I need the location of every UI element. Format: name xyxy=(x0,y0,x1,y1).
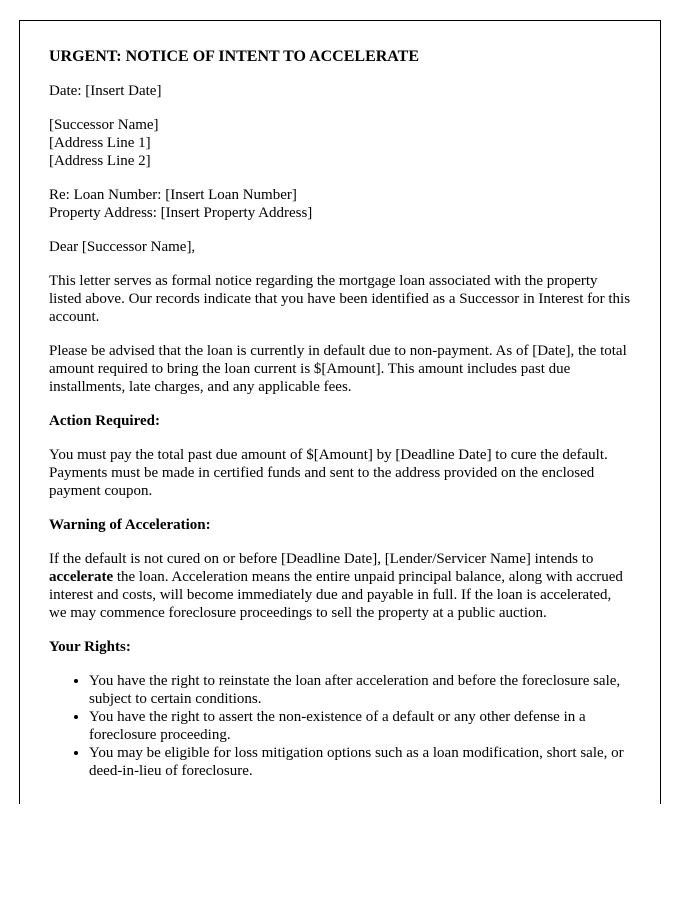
warning-text-after: the loan. Acceleration means the entire unpaid principal balance, along with accrued interest and costs, will become immediately due and payable in full. If the loan is accelerated, we may commence foreclosure proceedings to sell the property at a public auction. xyxy=(49,569,623,621)
recipient-address-line-1: [Address Line 1] xyxy=(49,135,151,151)
action-required-text: You must pay the total past due amount of $[Amount] by [Deadline Date] to cure the default. Payments must be made in certified funds and sent to the address provided on the enclosed payment coupon. xyxy=(49,447,608,499)
warning-text-emphasis: accelerate xyxy=(49,569,114,585)
intro-paragraph: This letter serves as formal notice regarding the mortgage loan associated with the property listed above. Our records indicate that you have been identified as a Successor in Interest for this account. xyxy=(49,273,631,325)
rights-list-item: • You have the right to assert the non-existence of a default or any other defense in a foreclosure proceeding. xyxy=(89,708,632,744)
reference-block xyxy=(49,186,632,222)
rights-list xyxy=(49,672,632,780)
recipient-address-line-2: [Address Line 2] xyxy=(49,153,151,169)
rights-heading: Your Rights: xyxy=(49,639,131,655)
date-line: Date: [Insert Date] xyxy=(49,83,162,99)
property-address-line: Property Address: [Insert Property Address] xyxy=(49,205,313,221)
letter-page xyxy=(19,20,661,804)
warning-heading: Warning of Acceleration: xyxy=(49,517,211,533)
recipient-block xyxy=(49,116,632,170)
salutation: Dear [Successor Name], xyxy=(49,239,196,255)
default-paragraph: Please be advised that the loan is currently in default due to non-payment. As of [Date], the total amount required to bring the loan current is $[Amount]. This amount includes past due installments, late charges, and any applicable fees. xyxy=(49,343,627,395)
action-required-heading: Action Required: xyxy=(49,413,160,429)
letter-title: URGENT: NOTICE OF INTENT TO ACCELERATE xyxy=(49,48,420,65)
warning-text-before: If the default is not cured on or before [Deadline Date], [Lender/Servicer Name] intends to xyxy=(49,551,594,567)
loan-number-line: Re: Loan Number: [Insert Loan Number] xyxy=(49,187,297,203)
rights-list-item: • You have the right to reinstate the loan after acceleration and before the foreclosure sale, subject to certain conditions. xyxy=(89,672,632,708)
warning-text xyxy=(49,550,632,622)
rights-list-item: • You may be eligible for loss mitigation options such as a loan modification, short sale, or deed-in-lieu of foreclosure. xyxy=(89,744,632,780)
recipient-name: [Successor Name] xyxy=(49,117,159,133)
